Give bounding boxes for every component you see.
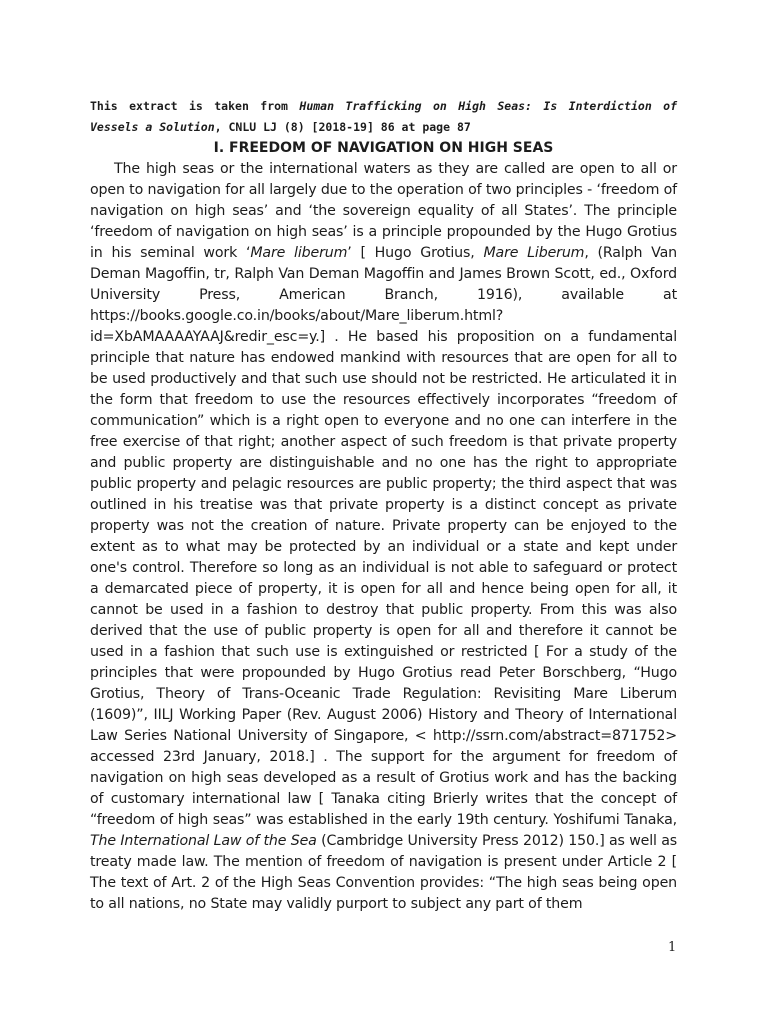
source-note-title: Human Trafficking on High Seas: Is Interdiction of Vessels a Solution — [90, 99, 677, 134]
body-text-4: (Cambridge University Press 2012) 150.] as well as treaty made law. The mention of freedom of navigation is present under Article 2 [ The text of Art. 2 of the High Seas Convention provides: “The high seas being open to all nations, no State may validly purport to subject any part of them — [90, 833, 677, 912]
body-text-3: , (Ralph Van Deman Magoffin, tr, Ralph Van Deman Magoffin and James Brown Scott, ed., Oxford University Press, American Branch, 1916), available at https://books.google.co.in/books/about/Mare_liberum.html?id=XbAMAAAAYAAJ&redir_esc=y.] . He based his proposition on a fundamental principle that nature has endowed mankind with resources that are open for all to be used productively and that such use should not be restricted. He articulated it in the form that freedom to use the resources effectively incorporates “freedom of communication” which is a right open to everyone and no one can interfere in the free exercise of that right; another aspect of such freedom is that private property and public property are distinguishable and no one has the right to appropriate public property and pelagic resources are public property; the third aspect that was outlined in his treatise was that private property is a distinct concept as private property was not the creation of nature. Private property can be enjoyed to the extent as to what may be protected by an individual or a state and kept under one's control. Therefore so long as an individual is not able to safeguard or protect a demarcated piece of property, it is open for all and hence being open for all, it cannot be used in a fashion to destroy that public property. From this was also derived that the use of public property is open for all and therefore it cannot be used in a fashion that such use is extinguished or restricted [ For a study of the principles that were propounded by Hugo Grotius read Peter Borschberg, “Hugo Grotius, Theory of Trans-Oceanic Trade Regulation: Revisiting Mare Liberum (1609)”, IILJ Working Paper (Rev. August 2006) History and Theory of International Law Series National University of Singapore, < http://ssrn.com/abstract=871752> accessed 23rd January, 2018.] . The support for the argument for freedom of navigation on high seas developed as a result of Grotius work and has the backing of customary international law [ Tanaka citing Brierly writes that the concept of “freedom of high seas” was established in the early 19th century. Yoshifumi Tanaka, — [90, 245, 677, 828]
body-text-1: The high seas or the international waters as they are called are open to all or open to navigation for all largely due to the operation of two principles - ‘freedom of navigation on high seas’ and ‘the sovereign equality of all States’. The principle ‘freedom of navigation on high seas’ is a principle propounded by the Hugo Grotius in his seminal work ‘ — [90, 161, 677, 261]
source-note-prefix: This extract is taken from — [90, 99, 300, 113]
document-page — [90, 96, 677, 915]
section-heading: I. FREEDOM OF NAVIGATION ON HIGH SEAS — [213, 140, 554, 156]
body-text-2: ’ [ Hugo Grotius, — [347, 245, 484, 261]
body-italic-1: Mare liberum — [250, 245, 348, 261]
body-italic-3: The International Law of the Sea — [90, 833, 317, 849]
page-number: 1 — [668, 940, 677, 955]
source-note — [90, 96, 677, 138]
body-paragraph — [90, 159, 677, 915]
source-note-suffix: , CNLU LJ (8) [2018-19] 86 at page 87 — [214, 120, 471, 134]
body-italic-2: Mare Liberum — [483, 245, 585, 261]
